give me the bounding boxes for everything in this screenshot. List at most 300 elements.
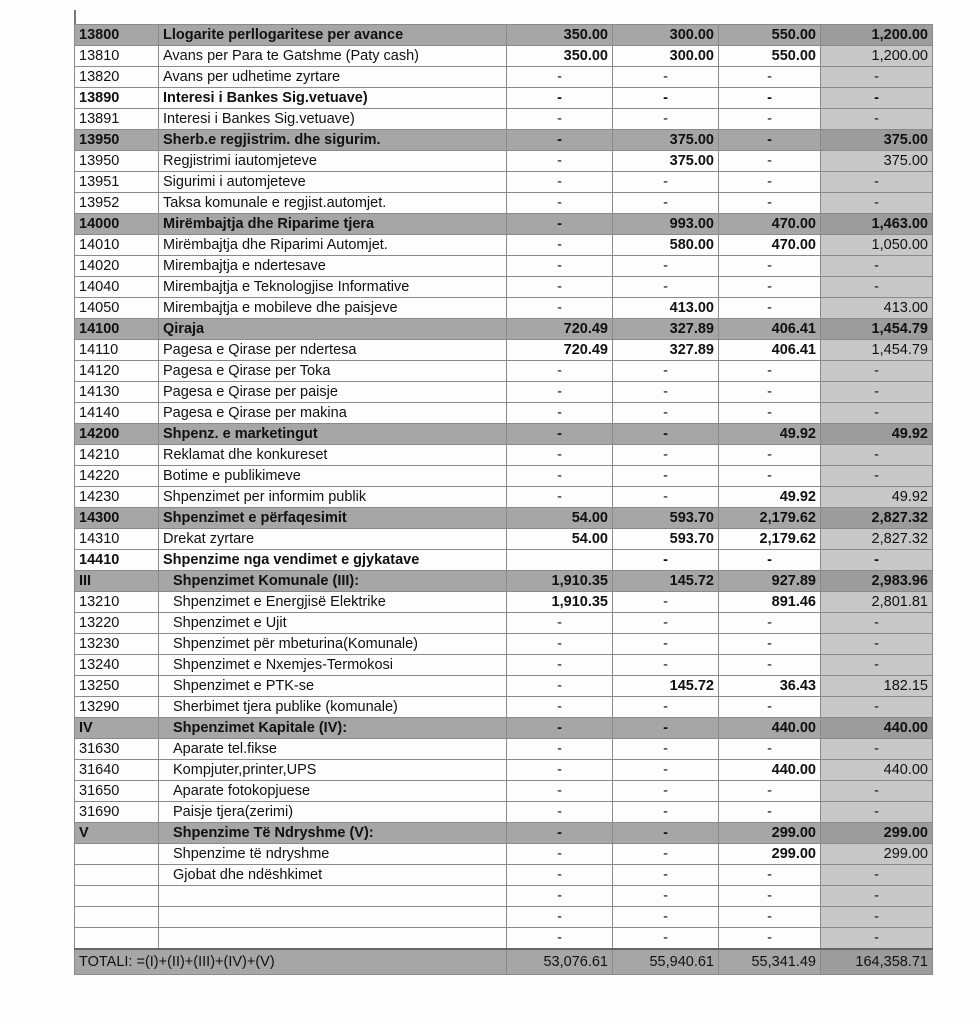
amount-column-2: 327.89 [613, 319, 719, 340]
account-code: 14050 [75, 298, 159, 319]
table-row [75, 928, 933, 950]
amount-column-1 [507, 550, 613, 571]
amount-column-1: 350.00 [507, 46, 613, 67]
amount-column-2: - [613, 886, 719, 907]
amount-total: - [821, 172, 933, 193]
amount-column-2: 300.00 [613, 46, 719, 67]
table-row [75, 760, 933, 781]
amount-column-2: - [613, 277, 719, 298]
amount-total: - [821, 193, 933, 214]
table-row [75, 550, 933, 571]
account-code [75, 907, 159, 928]
account-code [75, 844, 159, 865]
amount-column-1: 720.49 [507, 319, 613, 340]
account-code: 13230 [75, 634, 159, 655]
amount-column-1: - [507, 256, 613, 277]
account-description: Pagesa e Qirase per Toka [159, 361, 507, 382]
amount-column-3: 927.89 [719, 571, 821, 592]
total-label: TOTALI: =(I)+(II)+(III)+(IV)+(V) [75, 949, 507, 975]
amount-total: - [821, 67, 933, 88]
account-code: 14140 [75, 403, 159, 424]
amount-column-1: - [507, 739, 613, 760]
amount-column-3: - [719, 613, 821, 634]
account-description: Pagesa e Qirase per ndertesa [159, 340, 507, 361]
account-code: 13820 [75, 67, 159, 88]
account-description: Avans per udhetime zyrtare [159, 67, 507, 88]
amount-total: - [821, 802, 933, 823]
table-row [75, 697, 933, 718]
account-description: Aparate fotokopjuese [159, 781, 507, 802]
amount-column-3: - [719, 130, 821, 151]
account-code: 14130 [75, 382, 159, 403]
amount-column-3: - [719, 781, 821, 802]
account-description: Shpenzimet e Nxemjes-Termokosi [159, 655, 507, 676]
account-description: Gjobat dhe ndëshkimet [159, 865, 507, 886]
amount-total: 1,454.79 [821, 340, 933, 361]
account-description: Mirembajtja e Teknologjise Informative [159, 277, 507, 298]
amount-column-1: 54.00 [507, 508, 613, 529]
amount-total: 1,200.00 [821, 25, 933, 46]
amount-column-2: - [613, 550, 719, 571]
amount-column-2: - [613, 718, 719, 739]
amount-column-1: - [507, 613, 613, 634]
amount-total: 299.00 [821, 844, 933, 865]
amount-column-1: 720.49 [507, 340, 613, 361]
account-description: Shpenzimet për mbeturina(Komunale) [159, 634, 507, 655]
amount-total: 1,200.00 [821, 46, 933, 67]
amount-column-2: - [613, 466, 719, 487]
account-code: 14410 [75, 550, 159, 571]
table-row [75, 46, 933, 67]
amount-total: 1,463.00 [821, 214, 933, 235]
section-row [75, 718, 933, 739]
account-code: 13240 [75, 655, 159, 676]
table-row [75, 655, 933, 676]
amount-column-3: - [719, 655, 821, 676]
amount-column-1: - [507, 277, 613, 298]
total-value-1: 53,076.61 [507, 949, 613, 975]
amount-column-1: - [507, 886, 613, 907]
amount-column-3: 299.00 [719, 823, 821, 844]
amount-column-1: - [507, 214, 613, 235]
table-row [75, 487, 933, 508]
amount-column-1: - [507, 424, 613, 445]
table-row [75, 739, 933, 760]
amount-column-2: 375.00 [613, 130, 719, 151]
account-description: Kompjuter,printer,UPS [159, 760, 507, 781]
amount-column-2: - [613, 193, 719, 214]
account-description: Shpenzime Të Ndryshme (V): [159, 823, 507, 844]
amount-column-2: - [613, 655, 719, 676]
amount-column-2: - [613, 697, 719, 718]
amount-total: - [821, 928, 933, 950]
amount-total: 1,050.00 [821, 235, 933, 256]
amount-column-1: - [507, 634, 613, 655]
amount-column-1: - [507, 403, 613, 424]
amount-total: 375.00 [821, 130, 933, 151]
account-description: Llogarite perllogaritese per avance [159, 25, 507, 46]
amount-total: - [821, 445, 933, 466]
table-row [75, 361, 933, 382]
table-top-edge [74, 10, 76, 24]
account-code: 13210 [75, 592, 159, 613]
amount-column-1: - [507, 466, 613, 487]
account-description: Interesi i Bankes Sig.vetuave) [159, 109, 507, 130]
amount-column-2: - [613, 928, 719, 950]
account-code: 14120 [75, 361, 159, 382]
table-row [75, 445, 933, 466]
account-code: 14230 [75, 487, 159, 508]
amount-column-2: - [613, 424, 719, 445]
account-code: 13890 [75, 88, 159, 109]
amount-column-3: - [719, 67, 821, 88]
amount-column-3: 406.41 [719, 340, 821, 361]
table-row [75, 256, 933, 277]
account-code: 31650 [75, 781, 159, 802]
amount-column-1: - [507, 67, 613, 88]
table-row [75, 67, 933, 88]
account-group-row [75, 130, 933, 151]
amount-column-3: - [719, 88, 821, 109]
table-row [75, 529, 933, 550]
table-row [75, 802, 933, 823]
amount-column-3: - [719, 802, 821, 823]
account-description: Shpenzimet e përfaqesimit [159, 508, 507, 529]
account-description: Regjistrimi iautomjeteve [159, 151, 507, 172]
table-row [75, 382, 933, 403]
amount-column-1: - [507, 487, 613, 508]
amount-column-2: - [613, 739, 719, 760]
amount-total: 182.15 [821, 676, 933, 697]
amount-column-1: - [507, 676, 613, 697]
amount-column-2: 375.00 [613, 151, 719, 172]
amount-column-3: 49.92 [719, 424, 821, 445]
amount-column-1: - [507, 361, 613, 382]
account-code: 14040 [75, 277, 159, 298]
account-code: 13250 [75, 676, 159, 697]
amount-column-2: - [613, 865, 719, 886]
table-row [75, 613, 933, 634]
amount-column-2: - [613, 67, 719, 88]
amount-column-3: 299.00 [719, 844, 821, 865]
amount-column-3: 49.92 [719, 487, 821, 508]
amount-total: - [821, 109, 933, 130]
account-code: 31640 [75, 760, 159, 781]
amount-total: - [821, 907, 933, 928]
amount-total: - [821, 781, 933, 802]
amount-total: 2,827.32 [821, 508, 933, 529]
amount-column-3: 470.00 [719, 214, 821, 235]
table-row [75, 403, 933, 424]
table-row [75, 277, 933, 298]
amount-total: - [821, 886, 933, 907]
amount-column-2: - [613, 109, 719, 130]
account-description: Aparate tel.fikse [159, 739, 507, 760]
amount-column-2: - [613, 382, 719, 403]
table-row [75, 844, 933, 865]
amount-column-1: 1,910.35 [507, 571, 613, 592]
account-code: 14010 [75, 235, 159, 256]
amount-column-2: 593.70 [613, 529, 719, 550]
amount-column-1: - [507, 718, 613, 739]
account-code: 14020 [75, 256, 159, 277]
account-code: III [75, 571, 159, 592]
account-code: 14210 [75, 445, 159, 466]
amount-column-3: - [719, 151, 821, 172]
table-row [75, 592, 933, 613]
amount-column-3: 406.41 [719, 319, 821, 340]
amount-column-2: - [613, 844, 719, 865]
account-code [75, 928, 159, 950]
amount-column-3: - [719, 298, 821, 319]
amount-column-2: - [613, 88, 719, 109]
account-code: 13950 [75, 151, 159, 172]
account-description: Sigurimi i automjeteve [159, 172, 507, 193]
amount-total: 2,827.32 [821, 529, 933, 550]
table-row [75, 907, 933, 928]
account-code: 13951 [75, 172, 159, 193]
amount-column-2: 145.72 [613, 676, 719, 697]
account-description: Shpenzimet per informim publik [159, 487, 507, 508]
account-description: Sherbimet tjera publike (komunale) [159, 697, 507, 718]
account-description: Shpenzimet e Energjisë Elektrike [159, 592, 507, 613]
amount-column-3: - [719, 361, 821, 382]
account-description: Mirëmbajtja dhe Riparimi Automjet. [159, 235, 507, 256]
account-group-row [75, 319, 933, 340]
account-description [159, 907, 507, 928]
table-row [75, 298, 933, 319]
total-value-sum: 164,358.71 [821, 949, 933, 975]
amount-column-1: - [507, 445, 613, 466]
account-description: Reklamat dhe konkureset [159, 445, 507, 466]
amount-column-3: - [719, 634, 821, 655]
amount-column-1: 54.00 [507, 529, 613, 550]
account-code: IV [75, 718, 159, 739]
budget-table [74, 24, 933, 975]
account-code: 14200 [75, 424, 159, 445]
amount-column-1: 1,910.35 [507, 592, 613, 613]
amount-total: 440.00 [821, 718, 933, 739]
amount-total: - [821, 655, 933, 676]
account-code: 14310 [75, 529, 159, 550]
amount-column-3: 2,179.62 [719, 529, 821, 550]
amount-column-2: 327.89 [613, 340, 719, 361]
amount-column-1: - [507, 235, 613, 256]
total-row [75, 949, 933, 975]
amount-column-3: - [719, 928, 821, 950]
amount-column-3: - [719, 403, 821, 424]
amount-total: 299.00 [821, 823, 933, 844]
amount-column-3: 440.00 [719, 760, 821, 781]
table-row [75, 172, 933, 193]
account-code: 14300 [75, 508, 159, 529]
table-row [75, 865, 933, 886]
total-value-3: 55,341.49 [719, 949, 821, 975]
amount-column-3: - [719, 697, 821, 718]
amount-column-3: 550.00 [719, 46, 821, 67]
section-row [75, 571, 933, 592]
table-row [75, 235, 933, 256]
account-code: V [75, 823, 159, 844]
account-code: 13950 [75, 130, 159, 151]
amount-total: - [821, 256, 933, 277]
amount-column-2: - [613, 634, 719, 655]
table-row [75, 634, 933, 655]
account-code: 31630 [75, 739, 159, 760]
account-description [159, 886, 507, 907]
account-description: Pagesa e Qirase per paisje [159, 382, 507, 403]
account-description: Shpenzime nga vendimet e gjykatave [159, 550, 507, 571]
amount-column-3: 891.46 [719, 592, 821, 613]
amount-column-3: 36.43 [719, 676, 821, 697]
amount-column-3: - [719, 550, 821, 571]
account-code: 13220 [75, 613, 159, 634]
amount-column-2: - [613, 823, 719, 844]
amount-column-3: - [719, 907, 821, 928]
account-description: Mirëmbajtja dhe Riparime tjera [159, 214, 507, 235]
amount-column-2: - [613, 445, 719, 466]
amount-column-1: - [507, 928, 613, 950]
account-description [159, 928, 507, 950]
amount-column-1: - [507, 655, 613, 676]
account-description: Shpenz. e marketingut [159, 424, 507, 445]
table-row [75, 676, 933, 697]
amount-column-1: - [507, 802, 613, 823]
amount-column-2: 580.00 [613, 235, 719, 256]
table-row [75, 340, 933, 361]
amount-total: 375.00 [821, 151, 933, 172]
amount-column-3: - [719, 739, 821, 760]
account-code: 31690 [75, 802, 159, 823]
amount-total: 440.00 [821, 760, 933, 781]
amount-column-1: 350.00 [507, 25, 613, 46]
amount-column-1: - [507, 907, 613, 928]
amount-column-2: - [613, 781, 719, 802]
account-code [75, 886, 159, 907]
amount-column-2: - [613, 487, 719, 508]
amount-column-2: - [613, 403, 719, 424]
account-group-row [75, 214, 933, 235]
amount-column-2: 413.00 [613, 298, 719, 319]
amount-column-3: 440.00 [719, 718, 821, 739]
total-value-2: 55,940.61 [613, 949, 719, 975]
amount-column-2: - [613, 256, 719, 277]
amount-column-3: - [719, 466, 821, 487]
section-row [75, 823, 933, 844]
amount-total: 2,983.96 [821, 571, 933, 592]
table-row [75, 88, 933, 109]
amount-column-1: - [507, 382, 613, 403]
amount-column-3: 470.00 [719, 235, 821, 256]
table-row [75, 151, 933, 172]
amount-column-3: 2,179.62 [719, 508, 821, 529]
account-description: Shpenzimet e Ujit [159, 613, 507, 634]
amount-column-1: - [507, 109, 613, 130]
amount-column-3: - [719, 256, 821, 277]
amount-column-2: - [613, 613, 719, 634]
amount-column-1: - [507, 298, 613, 319]
account-group-row [75, 25, 933, 46]
amount-column-2: 993.00 [613, 214, 719, 235]
amount-column-3: 550.00 [719, 25, 821, 46]
account-description: Shpenzimet Kapitale (IV): [159, 718, 507, 739]
budget-rows [75, 25, 933, 950]
table-row [75, 781, 933, 802]
account-code: 14220 [75, 466, 159, 487]
amount-total: - [821, 403, 933, 424]
amount-column-1: - [507, 865, 613, 886]
account-code: 13952 [75, 193, 159, 214]
amount-column-1: - [507, 781, 613, 802]
amount-column-2: 593.70 [613, 508, 719, 529]
amount-total: - [821, 88, 933, 109]
amount-total: 49.92 [821, 487, 933, 508]
amount-column-1: - [507, 130, 613, 151]
amount-column-2: - [613, 760, 719, 781]
amount-column-1: - [507, 760, 613, 781]
amount-total: - [821, 865, 933, 886]
amount-column-2: 300.00 [613, 25, 719, 46]
account-code [75, 865, 159, 886]
amount-column-1: - [507, 151, 613, 172]
amount-total: - [821, 466, 933, 487]
account-code: 13800 [75, 25, 159, 46]
amount-column-3: - [719, 445, 821, 466]
amount-column-2: 145.72 [613, 571, 719, 592]
account-description: Qiraja [159, 319, 507, 340]
account-code: 14110 [75, 340, 159, 361]
account-description: Shpenzimet e PTK-se [159, 676, 507, 697]
amount-column-3: - [719, 193, 821, 214]
amount-total: - [821, 613, 933, 634]
amount-total: 2,801.81 [821, 592, 933, 613]
account-group-row [75, 508, 933, 529]
table-row [75, 466, 933, 487]
amount-column-3: - [719, 172, 821, 193]
account-description: Taksa komunale e regjist.automjet. [159, 193, 507, 214]
amount-column-2: - [613, 592, 719, 613]
account-code: 14000 [75, 214, 159, 235]
account-code: 13290 [75, 697, 159, 718]
amount-column-2: - [613, 802, 719, 823]
account-code: 13891 [75, 109, 159, 130]
amount-column-1: - [507, 823, 613, 844]
amount-total: 49.92 [821, 424, 933, 445]
amount-column-2: - [613, 361, 719, 382]
amount-total: - [821, 634, 933, 655]
amount-total: - [821, 361, 933, 382]
account-description: Pagesa e Qirase per makina [159, 403, 507, 424]
amount-total: - [821, 277, 933, 298]
amount-total: - [821, 739, 933, 760]
amount-column-1: - [507, 697, 613, 718]
account-description: Botime e publikimeve [159, 466, 507, 487]
account-description: Drekat zyrtare [159, 529, 507, 550]
amount-total: 413.00 [821, 298, 933, 319]
account-description: Sherb.e regjistrim. dhe sigurim. [159, 130, 507, 151]
amount-total: 1,454.79 [821, 319, 933, 340]
amount-total: - [821, 382, 933, 403]
amount-column-1: - [507, 172, 613, 193]
table-row [75, 109, 933, 130]
account-group-row [75, 424, 933, 445]
account-description: Paisje tjera(zerimi) [159, 802, 507, 823]
account-description: Avans per Para te Gatshme (Paty cash) [159, 46, 507, 67]
amount-column-3: - [719, 109, 821, 130]
account-description: Mirembajtja e mobileve dhe paisjeve [159, 298, 507, 319]
amount-column-1: - [507, 844, 613, 865]
amount-column-2: - [613, 172, 719, 193]
